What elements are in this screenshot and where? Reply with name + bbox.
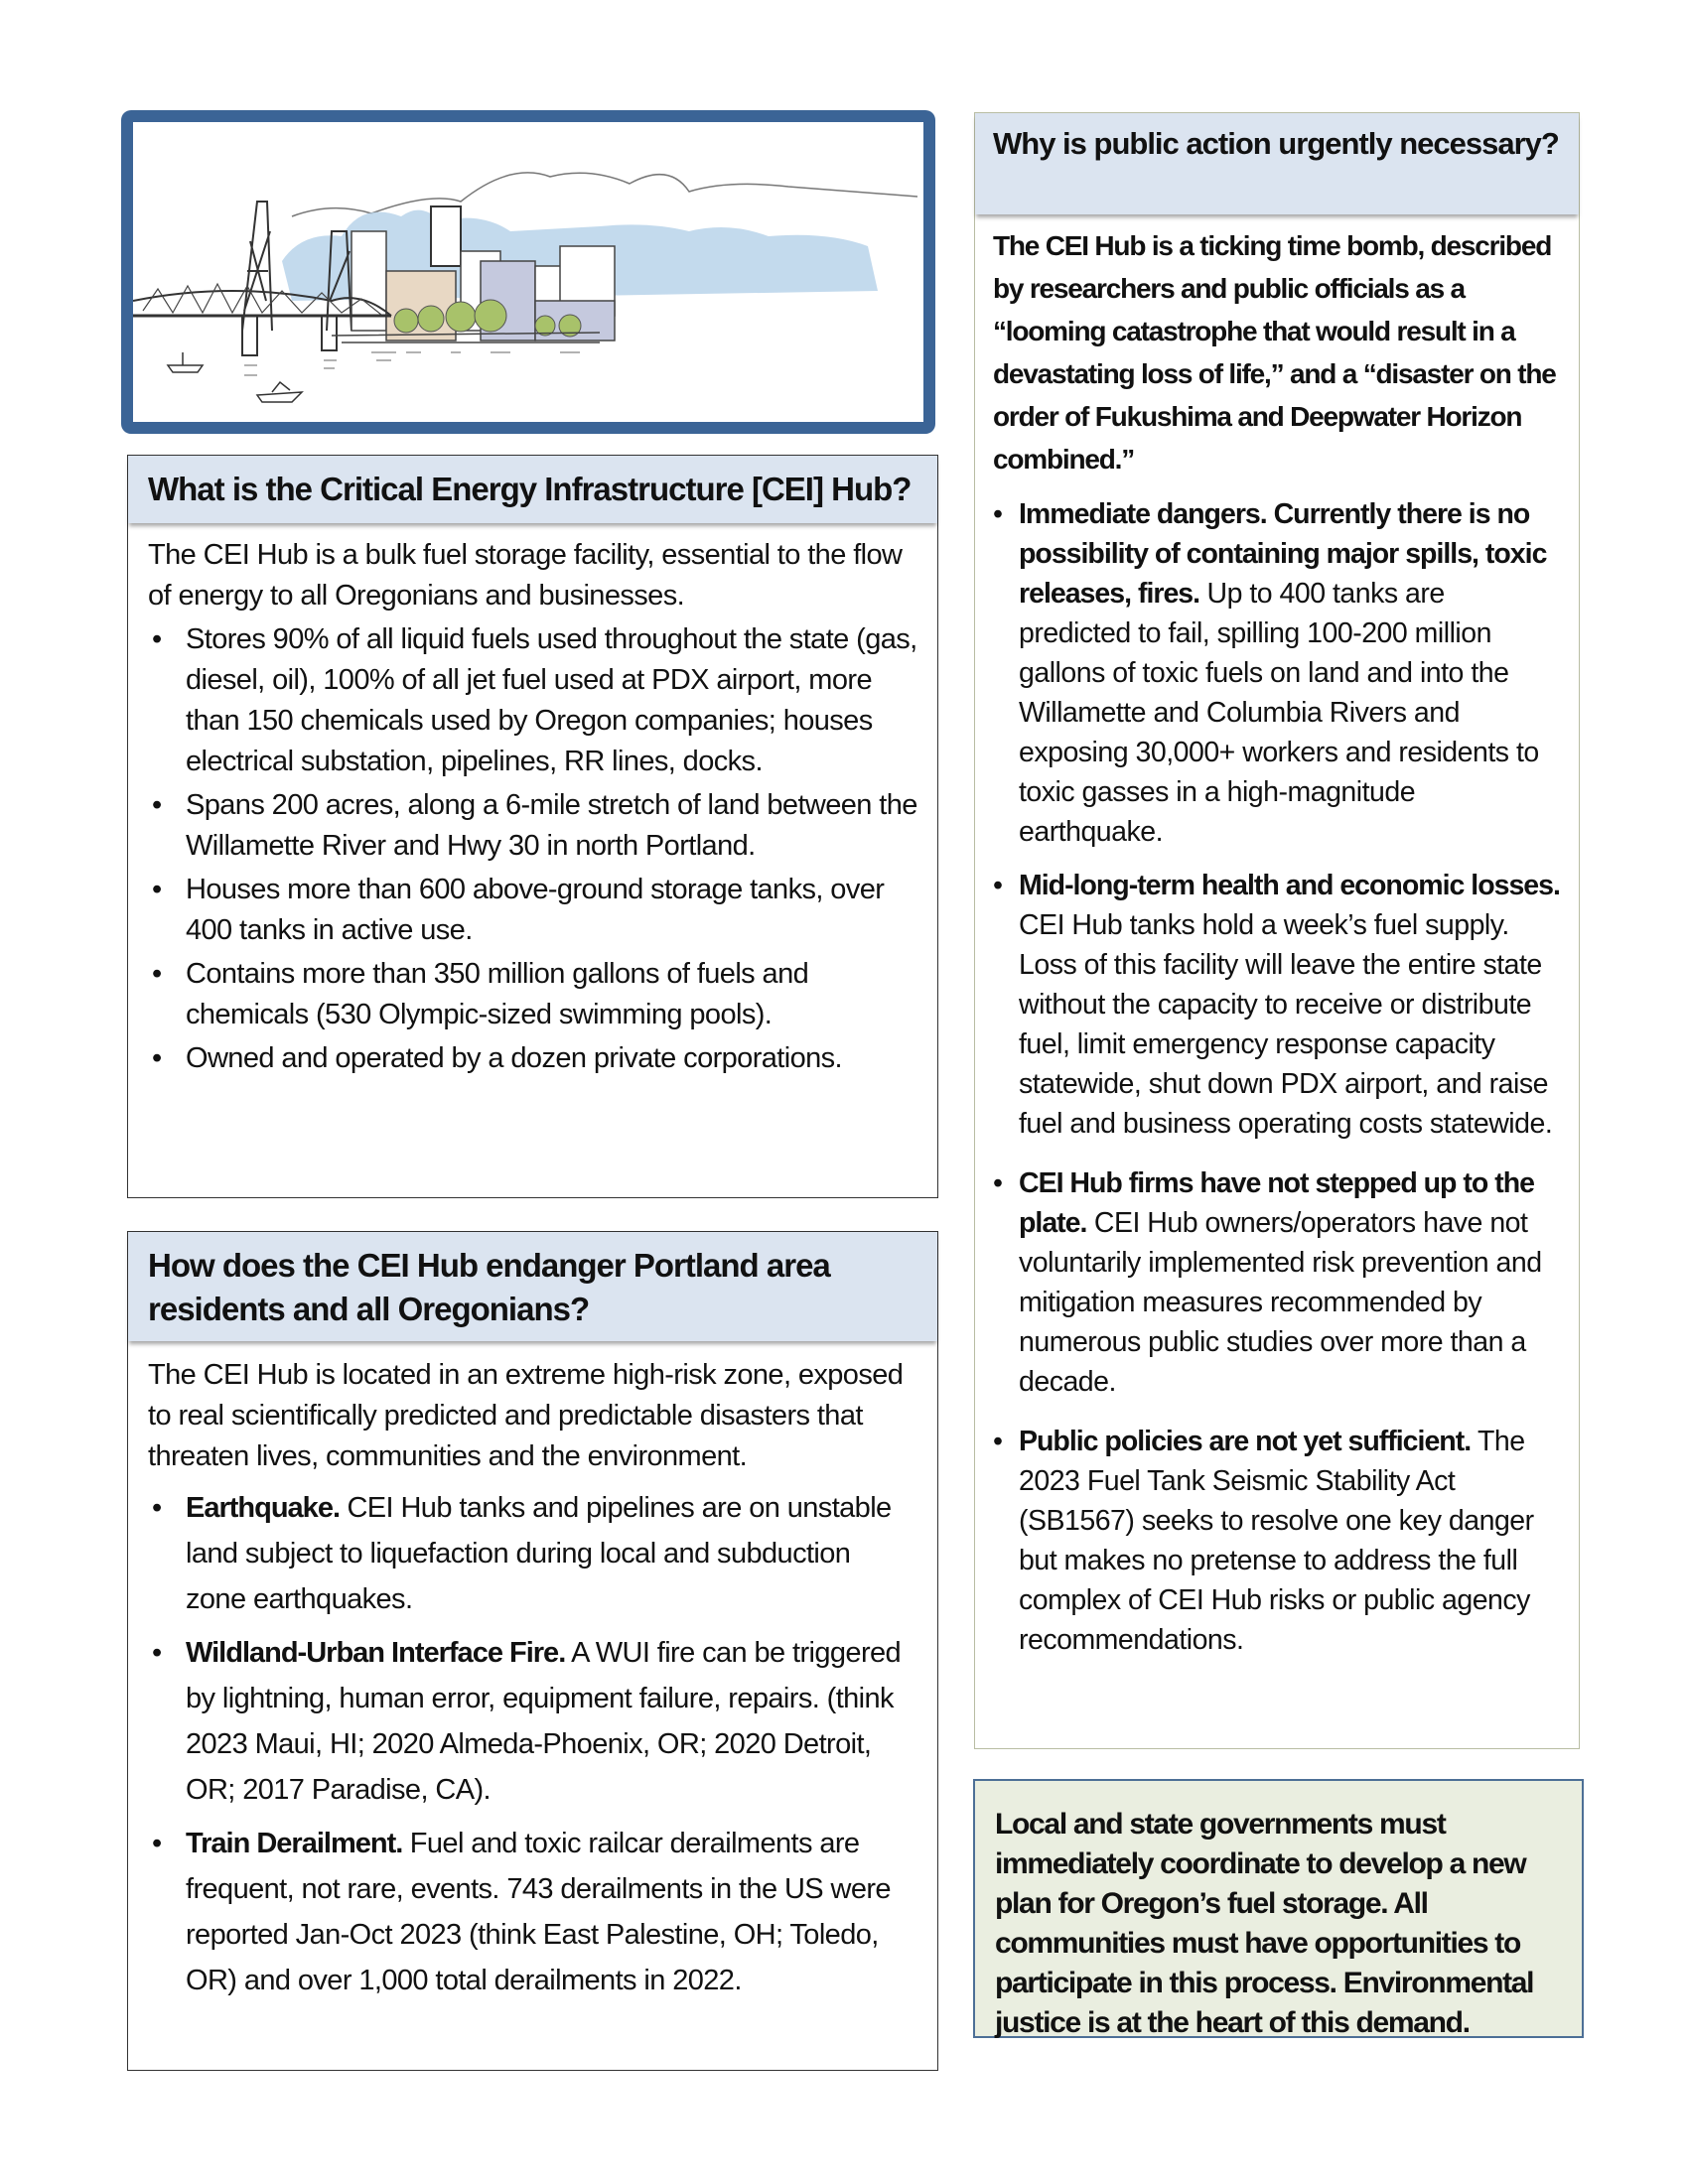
bullet-icon: •: [152, 958, 162, 990]
portland-skyline-illustration: [121, 110, 935, 434]
bullet-icon: •: [993, 1167, 1003, 1199]
cei-hub-definition-title: What is the Critical Energy Infrastructure [CEI] Hub?: [128, 456, 937, 523]
bullet-icon: •: [152, 1042, 162, 1074]
list-item: • Stores 90% of all liquid fuels used throughout the state (gas, diesel, oil), 100% of all jet fuel used at PDX airport, more than 150 chemicals used by Oregon companies; houses electrical substation, pipelines, RR lines, docks.: [148, 619, 917, 782]
cei-hub-facts-list: [148, 619, 917, 1079]
list-item-immediate-dangers: • Immediate dangers. Currently there is no possibility of containing major spills, toxic releases, fires. Up to 400 tanks are predicted to fail, spilling 100-200 million gallons of toxic fuels on land and into the Willamette and Columbia Rivers and exposing 30,000+ workers and residents to toxic gasses in a high-magnitude earthquake.: [993, 494, 1561, 852]
list-item: • Owned and operated by a dozen private corporations.: [148, 1038, 917, 1079]
bullet-icon: •: [152, 1637, 162, 1669]
cei-hub-definition-intro: The CEI Hub is a bulk fuel storage facility, essential to the flow of energy to all Oregonians and businesses.: [148, 539, 903, 612]
bullet-icon: •: [152, 1492, 162, 1524]
bullet-icon: •: [993, 1426, 1003, 1457]
cei-hub-dangers-title: How does the CEI Hub endanger Portland area residents and all Oregonians?: [128, 1232, 937, 1341]
list-item-policies-insufficient: • Public policies are not yet sufficient. The 2023 Fuel Tank Seismic Stability Act (SB1567) seeks to resolve one key danger but makes no pretense to address the full complex of CEI Hub risks or public agency recommendations.: [993, 1422, 1561, 1660]
list-item-firms-inaction: • CEI Hub firms have not stepped up to the plate. CEI Hub owners/operators have not voluntarily implemented risk prevention and mitigation measures recommended by numerous public studies over more than a decade.: [993, 1163, 1561, 1402]
public-action-intro: The CEI Hub is a ticking time bomb, described by researchers and public officials as a “looming catastrophe that would result in a devastating loss of life,” and a “disaster on the order of Fukushima and Deepwater Horizon combined.”: [993, 230, 1556, 475]
hazards-list: [148, 1485, 917, 2003]
cei-hub-definition-box: [127, 455, 938, 1198]
list-item-wui-fire: • Wildland-Urban Interface Fire. A WUI fire can be triggered by lightning, human error, equipment failure, repairs. (think 2023 Maui, HI; 2020 Almeda-Phoenix, OR; 2020 Detroit, OR; 2017 Paradise, CA).: [148, 1630, 917, 1813]
bullet-icon: •: [152, 789, 162, 821]
bullet-icon: •: [152, 1828, 162, 1859]
cei-hub-dangers-intro: The CEI Hub is located in an extreme high-risk zone, exposed to real scientifically predicted and predictable disasters that threaten lives, communities and the environment.: [148, 1359, 904, 1472]
list-item-train-derailment: • Train Derailment. Fuel and toxic railcar derailments are frequent, not rare, events. 743 derailments in the US were reported Jan-Oct 2023 (think East Palestine, OH; Toledo, OR) and over 1,000 total derailments in 2022.: [148, 1821, 917, 2003]
list-item: • Houses more than 600 above-ground storage tanks, over 400 tanks in active use.: [148, 870, 917, 951]
bullet-icon: •: [152, 874, 162, 905]
cei-hub-dangers-box: [127, 1231, 938, 2071]
list-item-earthquake: • Earthquake. CEI Hub tanks and pipelines are on unstable land subject to liquefaction during local and subduction zone earthquakes.: [148, 1485, 917, 1622]
public-action-title: Why is public action urgently necessary?: [975, 113, 1579, 214]
list-item-long-term-losses: • Mid-long-term health and economic losses. CEI Hub tanks hold a week’s fuel supply. Loss of this facility will leave the entire state without the capacity to receive or distribute fuel, limit emergency response capacity statewide, shut down PDX airport, and raise fuel and business operating costs statewide.: [993, 866, 1561, 1144]
call-to-action-box: Local and state governments must immediately coordinate to develop a new plan for Oregon’s fuel storage. All communities must have opportunities to participate in this process. Environmental justice is at the heart of this demand.: [973, 1779, 1584, 2038]
list-item: • Contains more than 350 million gallons of fuels and chemicals (530 Olympic-sized swimming pools).: [148, 954, 917, 1035]
reasons-list: [993, 494, 1561, 1660]
bullet-icon: •: [152, 623, 162, 655]
skyline-sketch-icon: [133, 122, 923, 422]
bullet-icon: •: [993, 498, 1003, 530]
list-item: • Spans 200 acres, along a 6-mile stretch of land between the Willamette River and Hwy 30 in north Portland.: [148, 785, 917, 867]
bullet-icon: •: [993, 870, 1003, 901]
public-action-box: [974, 112, 1580, 1749]
